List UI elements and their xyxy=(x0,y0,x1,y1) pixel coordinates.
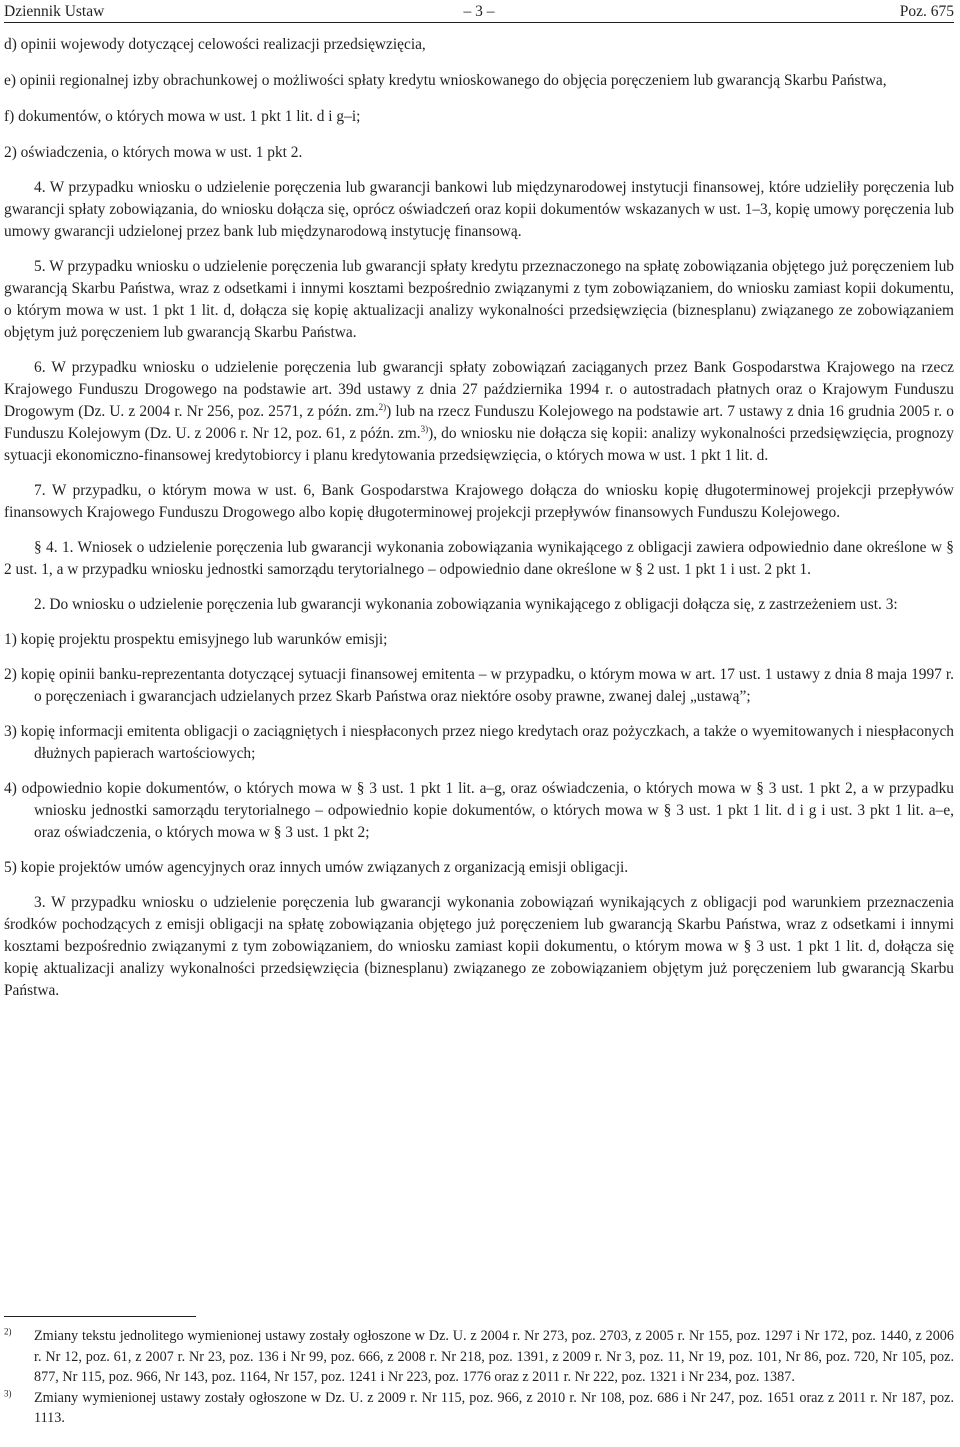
point-2: 2) oświadczenia, o których mowa w ust. 1 pkt 2. xyxy=(4,144,303,161)
paragraph-6 xyxy=(4,357,954,467)
list-item-2: 2) kopię opinii banku-reprezentanta dotyczącej sytuacji finansowej emitenta – w przypadku, o którym mowa w art. 17 ust. 1 ustawy z dnia 8 maja 1997 r. o poręczeniach i gwarancjach udzielanych przez Skarb Państwa oraz niektóre osoby prawne, zwanej dalej „ustawą”; xyxy=(4,666,954,705)
footnote-ref-2[interactable]: 2) xyxy=(378,401,387,412)
letter-item-d: d) opinii wojewody dotyczącej celowości realizacji przedsięwzięcia, xyxy=(4,36,426,53)
paragraph-7: 7. W przypadku, o którym mowa w ust. 6, Bank Gospodarstwa Krajowego dołącza do wniosku kopię długoterminowej projekcji przepływów finansowych Krajowego Funduszu Drogowego albo kopię długoterminowej projekcji przepływów finansowych Funduszu Kolejowego. xyxy=(4,482,954,521)
letter-item-e: e) opinii regionalnej izby obrachunkowej o możliwości spłaty kredytu wnioskowanego do objęcia poręczeniem lub gwarancją Skarbu Państwa, xyxy=(4,72,887,89)
letter-item-f: f) dokumentów, o których mowa w ust. 1 pkt 1 lit. d i g–i; xyxy=(4,108,361,125)
footnote-2 xyxy=(4,1326,954,1388)
paragraph-6-part-a: 6. W przypadku wniosku o udzielenie poręczenia lub gwarancji spłaty zobowiązań zaciąganych przez Bank Gospodarstwa Krajowego na rzecz Krajowego Funduszu Drogowego na podstawie art. 39d ustawy z dnia 27 października 1994 r. o autostradach płatnych oraz o Krajowym Funduszu Drogowym (Dz. U. z 2004 r. Nr 256, poz. 2571, z późn. zm. xyxy=(4,359,954,420)
paragraph-4: 4. W przypadku wniosku o udzielenie poręczenia lub gwarancji bankowi lub międzynarodowej instytucji finansowej, które udzieliły poręczenia lub gwarancji spłaty zobowiązania, do wniosku dołącza się, oprócz oświadczeń oraz kopii dokumentów wskazanych w ust. 1–3, kopię umowy poręczenia lub umowy gwarancji udzielonej przez bank lub międzynarodową instytucję finansową. xyxy=(4,179,954,240)
footnote-ref-3[interactable]: 3) xyxy=(420,423,429,434)
footnote-text: Zmiany wymienionej ustawy zostały ogłoszone w Dz. U. z 2009 r. Nr 115, poz. 966, z 2010 r. Nr 108, poz. 686 i Nr 247, poz. 1651 oraz z 2011 r. Nr 187, poz. 1113. xyxy=(34,1389,954,1427)
list-item-5: 5) kopie projektów umów agencyjnych oraz innych umów związanych z organizacją emisji obligacji. xyxy=(4,859,629,876)
section-4-paragraph-3: 3. W przypadku wniosku o udzielenie poręczenia lub gwarancji wykonania zobowiązań wynikających z obligacji pod warunkiem przeznaczenia środków pochodzących z emisji obligacji na spłatę zobowiązania objętego już poręczeniem lub gwarancją Skarbu Państwa, wraz z odsetkami i innymi kosztami bezpośrednio związanymi z tym zobowiązaniem, do wniosku zamiast kopii dokumentu, o którym mowa w § 3 ust. 1 pkt 1 lit. d, dołącza się kopię aktualizacji analizy wykonalności przedsięwzięcia (biznesplanu) związanego ze zobowiązaniem objętym już poręczeniem lub gwarancją Skarbu Państwa. xyxy=(4,894,954,999)
section-4-paragraph-1: § 4. 1. Wniosek o udzielenie poręczenia lub gwarancji wykonania zobowiązania wynikającego z obligacji zawiera odpowiednio dane określone w § 2 ust. 1, a w przypadku wniosku jednostki samorządu terytorialnego – odpowiednio dane określone w § 2 ust. 1 pkt 1 i ust. 2 pkt 1. xyxy=(4,539,954,578)
list-item-1: 1) kopię projektu prospektu emisyjnego lub warunków emisji; xyxy=(4,631,388,648)
section-4-paragraph-2: 2. Do wniosku o udzielenie poręczenia lub gwarancji wykonania zobowiązania wynikającego z obligacji dołącza się, z zastrzeżeniem ust. 3: xyxy=(34,596,898,613)
footnote-marker: 2) xyxy=(4,1326,12,1337)
paragraph-6-part-c: ), do wniosku nie dołącza się kopii: analizy wykonalności przedsięwzięcia, prognozy sytuacji ekonomiczno-finansowej kredytobiorcy i planu kredytowania przedsięwzięcia, o których mowa w ust. 1 pkt 1 lit. d. xyxy=(4,425,954,464)
footnotes xyxy=(4,1326,954,1429)
paragraph-5: 5. W przypadku wniosku o udzielenie poręczenia lub gwarancji spłaty kredytu przeznaczonego na spłatę zobowiązania objętego już poręczeniem lub gwarancją Skarbu Państwa, wraz z odsetkami i innymi kosztami bezpośrednio związanymi z tym zobowiązaniem, do wniosku zamiast kopii dokumentu, o którym mowa w ust. 1 pkt 1 lit. d, dołącza się kopię aktualizacji analizy wykonalności przedsięwzięcia (biznesplanu) związanego ze zobowiązaniem objętym już poręczeniem lub gwarancją Skarbu Państwa. xyxy=(4,258,954,341)
list-item-4: 4) odpowiednio kopie dokumentów, o których mowa w § 3 ust. 1 pkt 1 lit. a–g, oraz oświadczenia, o których mowa w § 3 ust. 1 pkt 2, a w przypadku wniosku jednostki samorządu terytorialnego – odpowiednio kopie dokumentów, o których mowa w § 3 ust. 1 pkt 1 lit. d i g i ust. 3 pkt 1 lit. a–e, oraz oświadczenia, o których mowa w § 3 ust. 1 pkt 2; xyxy=(4,780,954,841)
paragraph-6-part-b: ) lub na rzecz Funduszu Kolejowego na podstawie art. 7 ustawy z dnia 16 grudnia 2005 r. o Funduszu Kolejowym (Dz. U. z 2006 r. Nr 12, poz. 61, z późn. zm. xyxy=(4,403,954,442)
footnote-3 xyxy=(4,1388,954,1429)
page-number: – 3 – xyxy=(463,3,495,20)
position-number: Poz. 675 xyxy=(899,3,954,20)
footnote-text: Zmiany tekstu jednolitego wymienionej ustawy zostały ogłoszone w Dz. U. z 2004 r. Nr 273, poz. 2703, z 2005 r. Nr 155, poz. 1297 i Nr 172, poz. 1440, z 2006 r. Nr 12, poz. 61, z 2007 r. Nr 23, poz. 136 i Nr 99, poz. 666, z 2008 r. Nr 218, poz. 1391, z 2009 r. Nr 3, poz. 11, Nr 19, poz. 101, Nr 86, poz. 720, Nr 105, poz. 877, Nr 115, poz. 966, Nr 143, poz. 1164, Nr 157, poz. 1241 i Nr 223, poz. 1776 oraz z 2011 r. Nr 222, poz. 1321 i Nr 234, poz. 1387. xyxy=(34,1328,954,1386)
footnote-divider xyxy=(4,1316,196,1317)
footnote-marker: 3) xyxy=(4,1388,12,1399)
list-item-3: 3) kopię informacji emitenta obligacji o zaciągniętych i niespłaconych przez niego kredytach oraz pożyczkach, a także o wyemitowanych i niespłaconych dłużnych papierach wartościowych; xyxy=(4,723,954,762)
page-header xyxy=(4,2,954,23)
journal-title: Dziennik Ustaw xyxy=(4,3,105,20)
document-body xyxy=(4,34,954,1002)
